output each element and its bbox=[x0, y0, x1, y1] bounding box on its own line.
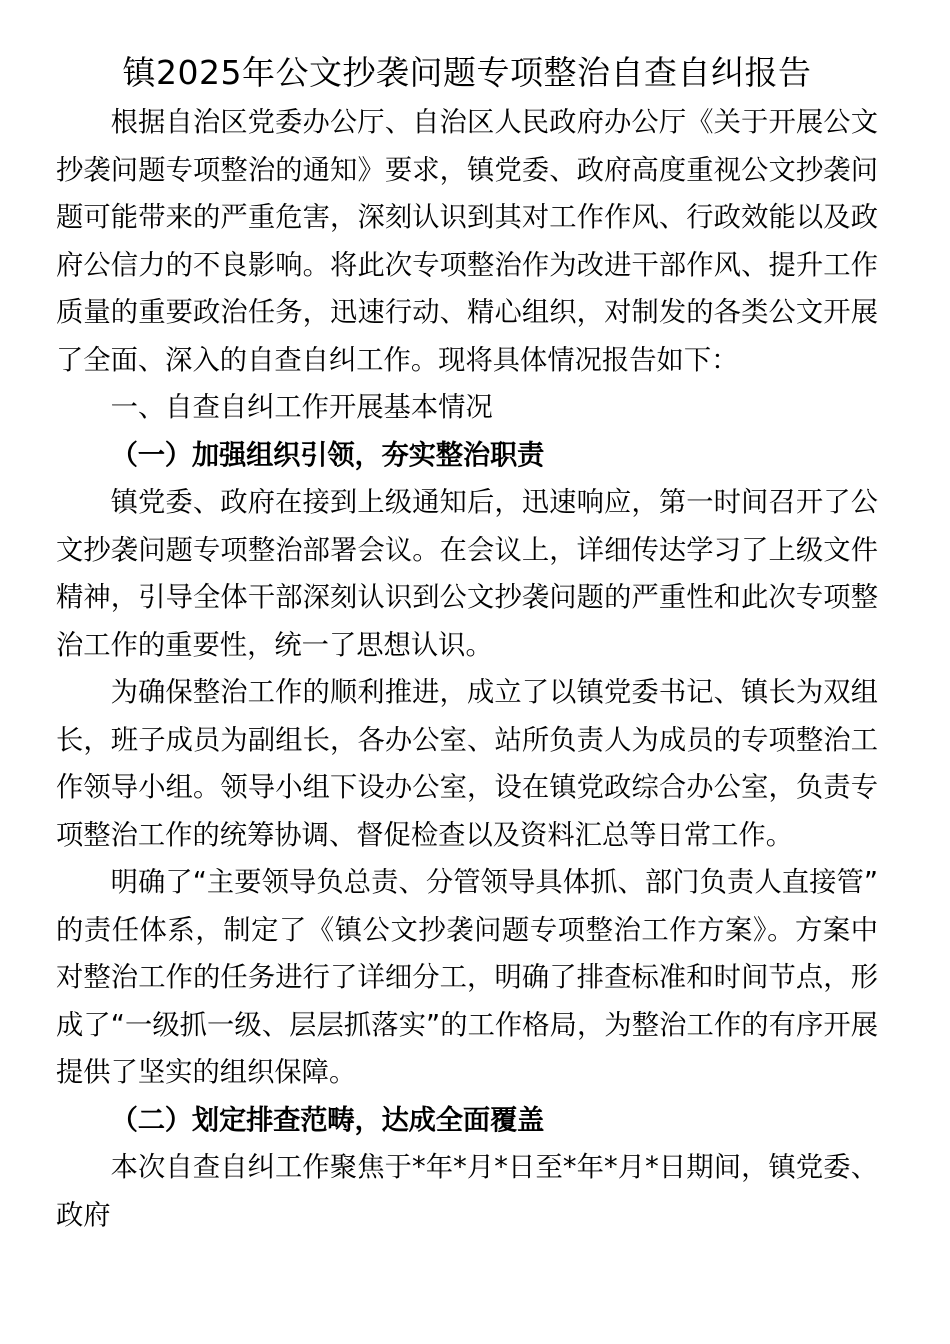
document-content bbox=[56, 0, 878, 1239]
document-body bbox=[56, 99, 878, 1239]
heading-subsection-one-1: （一）加强组织引领，夯实整治职责 bbox=[110, 439, 545, 471]
paragraph-deployment-meeting: 镇党委、政府在接到上级通知后，迅速响应，第一时间召开了公文抄袭问题专项整治部署会议。在会议上，详细传达学习了上级文件精神，引导全体干部深刻认识到公文抄袭问题的严重性和此次专项整治工作的重要性，统一了思想认识。 bbox=[56, 487, 878, 661]
heading-subsection-one-2: （二）划定排查范畴，达成全面覆盖 bbox=[110, 1104, 545, 1136]
paragraph-opening: 根据自治区党委办公厅、自治区人民政府办公厅《关于开展公文抄袭问题专项整治的通知》要求，镇党委、政府高度重视公文抄袭问题可能带来的严重危害，深刻认识到其对工作作风、行政效能以及政府公信力的不良影响。将此次专项整治作为改进干部作风、提升工作质量的重要政治任务，迅速行动、精心组织，对制发的各类公文开展了全面、深入的自查自纠工作。现将具体情况报告如下： bbox=[56, 107, 878, 376]
page-title: 镇2025年公文抄袭问题专项整治自查自纠报告 bbox=[122, 53, 812, 92]
paragraph-leading-group: 为确保整治工作的顺利推进，成立了以镇党委书记、镇长为双组长，班子成员为副组长，各办公室、站所负责人为成员的专项整治工作领导小组。领导小组下设办公室，设在镇党政综合办公室，负责专项整治工作的统筹协调、督促检查以及资料汇总等日常工作。 bbox=[56, 677, 878, 851]
paragraph-scope: 本次自查自纠工作聚焦于*年*月*日至*年*月*日期间，镇党委、政府 bbox=[56, 1152, 878, 1231]
paragraph-responsibility-system: 明确了“主要领导负总责、分管领导具体抓、部门负责人直接管”的责任体系，制定了《镇公文抄袭问题专项整治工作方案》。方案中对整治工作的任务进行了详细分工，明确了排查标准和时间节点，形成了“一级抓一级、层层抓落实”的工作格局，为整治工作的有序开展提供了坚实的组织保障。 bbox=[56, 867, 878, 1089]
heading-section-one: 一、自查自纠工作开展基本情况 bbox=[110, 392, 493, 424]
